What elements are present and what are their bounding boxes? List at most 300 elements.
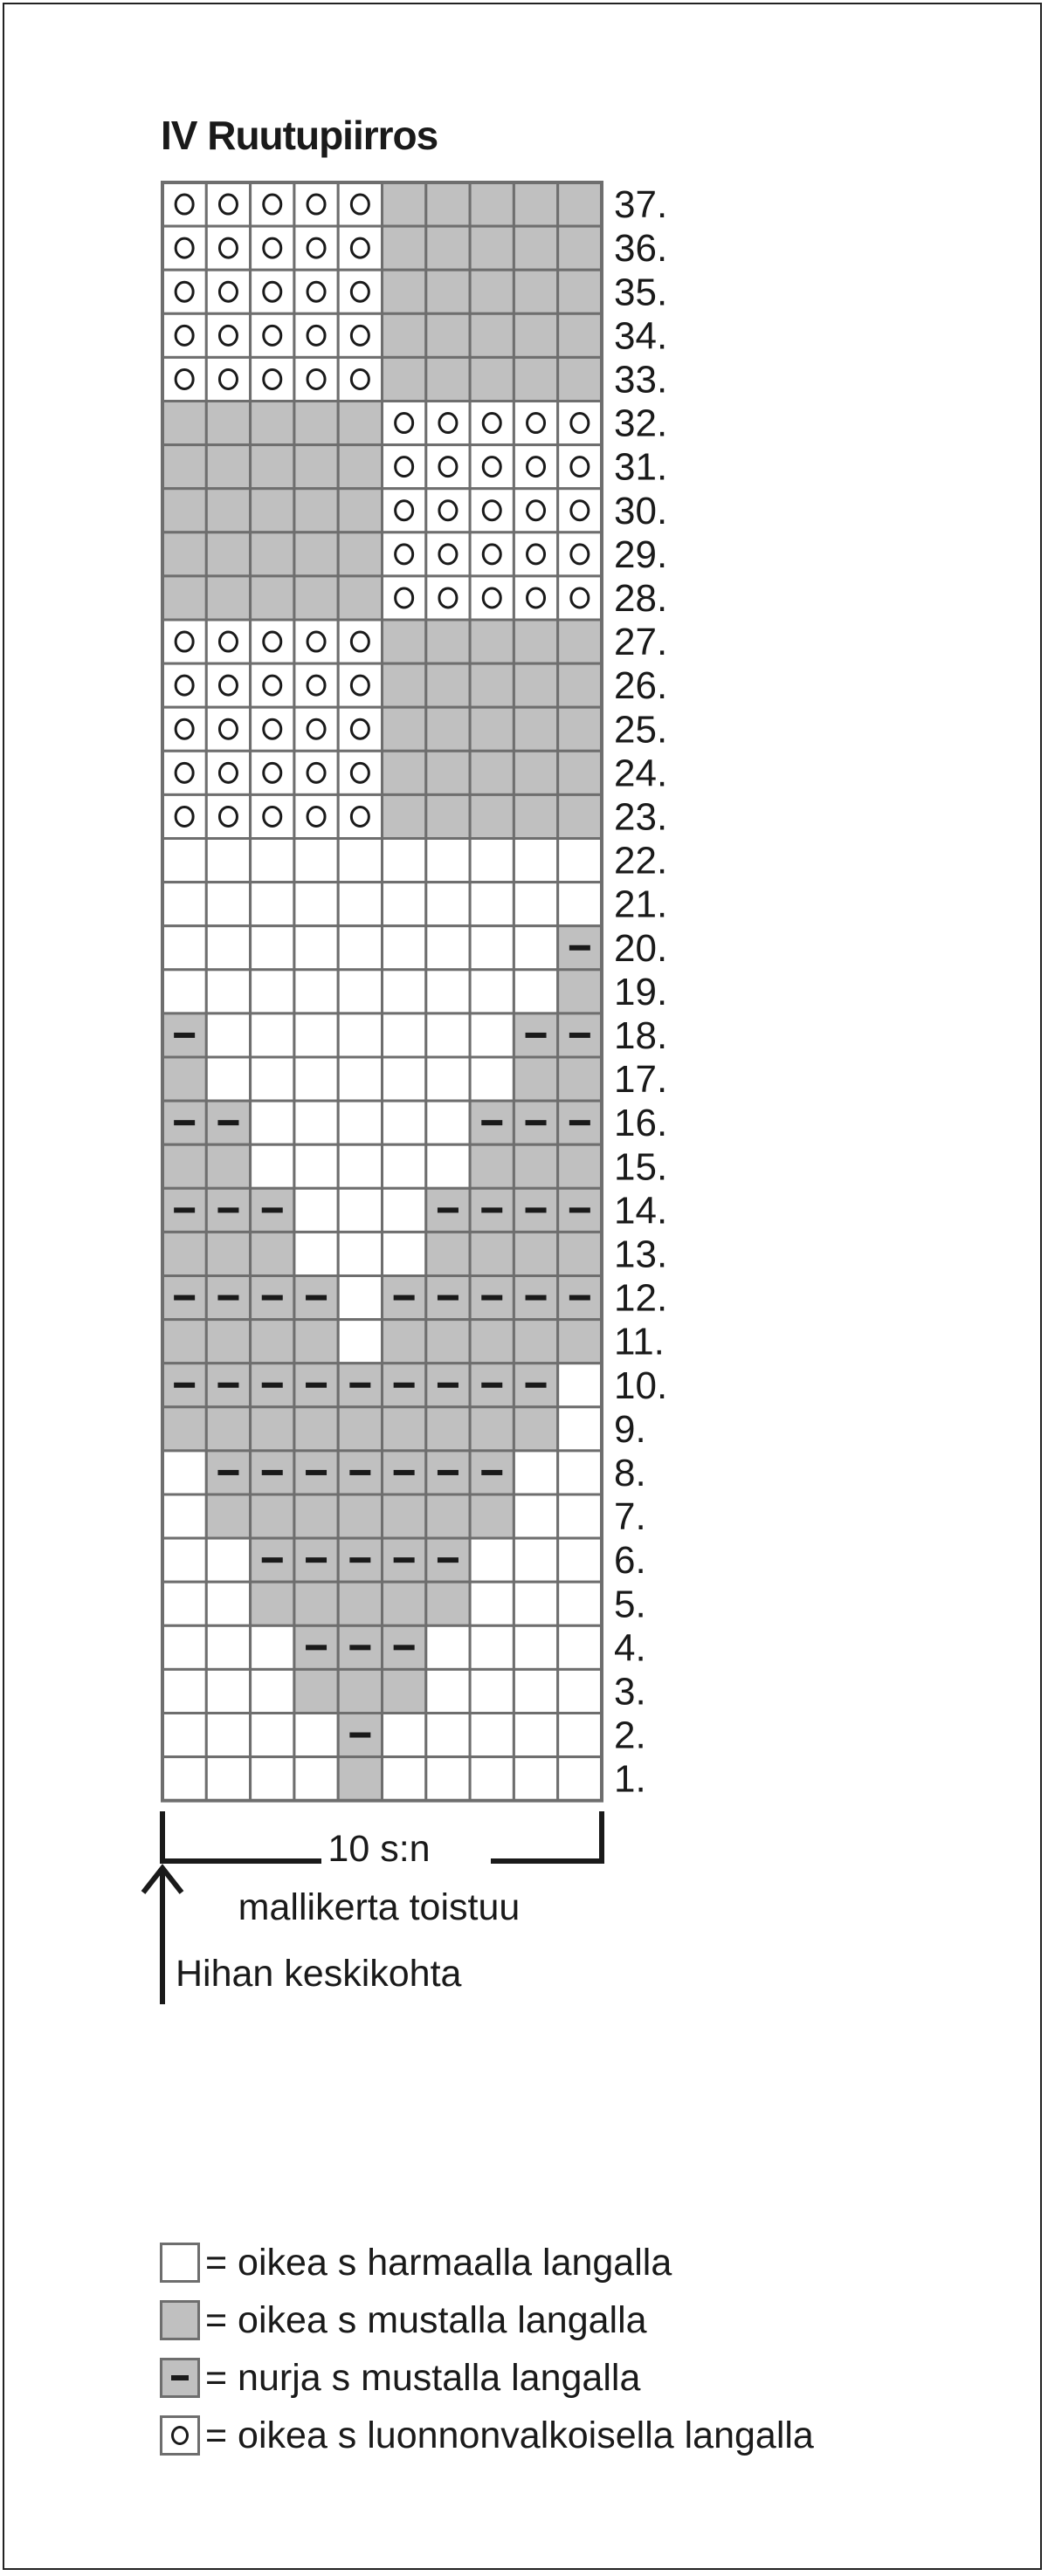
- chart-cell-gray: [294, 1407, 338, 1451]
- chart-cell-purl: [426, 1364, 470, 1407]
- chart-cell-gray: [426, 663, 470, 707]
- chart-cell-purl: [251, 1188, 294, 1232]
- chart-cell-purl: [514, 1276, 557, 1320]
- row-number: 33.: [614, 358, 668, 402]
- chart-cell-white: [558, 1714, 602, 1757]
- chart-cell-purl: [426, 1276, 470, 1320]
- chart-cell-gray: [162, 402, 206, 445]
- chart-cell-gray: [206, 489, 250, 532]
- chart-cell-ring: [470, 489, 514, 532]
- chart-cell-gray: [294, 532, 338, 576]
- chart-cell-ring: [162, 270, 206, 313]
- row-number: 21.: [614, 883, 668, 926]
- chart-cell-ring: [294, 357, 338, 401]
- chart-cell-gray: [426, 1494, 470, 1538]
- chart-cell-gray: [426, 1407, 470, 1451]
- chart-cell-ring: [558, 445, 602, 489]
- chart-cell-gray: [294, 1582, 338, 1625]
- chart-cell-white: [162, 970, 206, 1013]
- chart-cell-ring: [206, 357, 250, 401]
- chart-cell-purl: [470, 1276, 514, 1320]
- chart-cell-gray: [338, 576, 382, 620]
- chart-cell-gray: [558, 226, 602, 270]
- chart-cell-ring: [426, 445, 470, 489]
- chart-cell-purl: [383, 1276, 426, 1320]
- chart-cell-gray: [470, 751, 514, 794]
- chart-cell-purl: [251, 1451, 294, 1494]
- chart-cell-purl: [338, 1451, 382, 1494]
- chart-cell-white: [251, 970, 294, 1013]
- chart-cell-ring: [294, 270, 338, 313]
- chart-cell-white: [294, 1101, 338, 1144]
- chart-cell-ring: [251, 794, 294, 838]
- chart-cell-ring: [514, 576, 557, 620]
- chart-cell-gray: [338, 532, 382, 576]
- chart-cell-ring: [251, 751, 294, 794]
- row-number: 35.: [614, 271, 668, 314]
- chart-cell-white: [558, 1451, 602, 1494]
- chart-cell-gray: [338, 445, 382, 489]
- chart-cell-ring: [251, 313, 294, 357]
- chart-cell-white: [251, 1714, 294, 1757]
- chart-cell-white: [206, 1057, 250, 1101]
- chart-cell-gray: [470, 182, 514, 226]
- chart-cell-ring: [294, 182, 338, 226]
- chart-cell-gray: [294, 1669, 338, 1713]
- chart-cell-gray: [558, 620, 602, 663]
- chart-cell-white: [558, 1757, 602, 1801]
- chart-cell-white: [426, 1669, 470, 1713]
- row-number: 8.: [614, 1451, 646, 1494]
- row-number: 11.: [614, 1320, 665, 1364]
- chart-cell-gray: [514, 1232, 557, 1275]
- chart-cell-gray: [338, 1669, 382, 1713]
- chart-cell-gray: [426, 1320, 470, 1364]
- chart-cell-white: [338, 926, 382, 970]
- chart-cell-ring: [162, 357, 206, 401]
- chart-cell-white: [294, 1232, 338, 1275]
- chart-cell-gray: [514, 270, 557, 313]
- chart-cell-gray: [514, 182, 557, 226]
- chart-cell-white: [558, 1364, 602, 1407]
- chart-cell-gray: [383, 226, 426, 270]
- chart-cell-gray: [338, 489, 382, 532]
- chart-cell-gray: [426, 270, 470, 313]
- chart-cell-white: [294, 1757, 338, 1801]
- chart-cell-white: [251, 883, 294, 926]
- chart-cell-gray: [338, 1407, 382, 1451]
- chart-cell-white: [514, 883, 557, 926]
- chart-cell-white: [162, 1451, 206, 1494]
- chart-cell-white: [514, 1714, 557, 1757]
- sleeve-center-label: Hihan keskikohta: [176, 1953, 462, 1995]
- chart-cell-white: [558, 1669, 602, 1713]
- chart-cell-white: [251, 839, 294, 883]
- chart-cell-white: [206, 883, 250, 926]
- chart-cell-white: [206, 1714, 250, 1757]
- chart-cell-ring: [470, 532, 514, 576]
- row-number: 26.: [614, 664, 668, 708]
- chart-cell-white: [383, 970, 426, 1013]
- chart-cell-gray: [383, 313, 426, 357]
- chart-cell-ring: [514, 445, 557, 489]
- chart-cell-gray: [383, 751, 426, 794]
- chart-cell-white: [514, 926, 557, 970]
- chart-cell-white: [338, 1144, 382, 1188]
- chart-cell-ring: [162, 663, 206, 707]
- legend-item-ring: [160, 2413, 814, 2458]
- chart-cell-white: [338, 1276, 382, 1320]
- chart-title: IV Ruutupiirros: [161, 113, 438, 158]
- legend-text: = oikea s luonnonvalkoisella langalla: [205, 2414, 814, 2456]
- chart-cell-gray: [294, 576, 338, 620]
- chart-cell-ring: [338, 751, 382, 794]
- row-number: 31.: [614, 445, 668, 489]
- chart-cell-white: [383, 1144, 426, 1188]
- chart-cell-ring: [383, 489, 426, 532]
- chart-cell-purl: [338, 1625, 382, 1669]
- row-number: 9.: [614, 1407, 646, 1451]
- chart-cell-gray: [426, 226, 470, 270]
- chart-cell-white: [470, 1625, 514, 1669]
- chart-cell-gray: [251, 1494, 294, 1538]
- chart-cell-ring: [206, 182, 250, 226]
- chart-cell-ring: [383, 532, 426, 576]
- chart-cell-gray: [514, 620, 557, 663]
- chart-cell-ring: [251, 226, 294, 270]
- chart-cell-gray: [294, 445, 338, 489]
- chart-cell-white: [162, 1714, 206, 1757]
- row-number: 27.: [614, 621, 668, 664]
- chart-cell-gray: [470, 794, 514, 838]
- chart-cell-white: [294, 1144, 338, 1188]
- chart-cell-gray: [426, 751, 470, 794]
- chart-cell-gray: [558, 1144, 602, 1188]
- chart-cell-white: [383, 1188, 426, 1232]
- row-number: 1.: [614, 1757, 646, 1801]
- chart-cell-gray: [206, 1232, 250, 1275]
- chart-cell-white: [514, 839, 557, 883]
- chart-cell-gray: [470, 1232, 514, 1275]
- chart-cell-purl: [162, 1013, 206, 1057]
- row-number: 16.: [614, 1102, 668, 1145]
- chart-cell-gray: [514, 226, 557, 270]
- chart-cell-ring: [514, 402, 557, 445]
- chart-cell-gray: [251, 532, 294, 576]
- chart-cell-ring: [383, 576, 426, 620]
- chart-cell-purl: [251, 1276, 294, 1320]
- legend-item-gray: [160, 2298, 647, 2343]
- chart-cell-gray: [470, 270, 514, 313]
- chart-cell-purl: [558, 1013, 602, 1057]
- chart-cell-gray: [426, 794, 470, 838]
- chart-cell-gray: [470, 620, 514, 663]
- legend-text: = nurja s mustalla langalla: [205, 2356, 641, 2399]
- chart-cell-ring: [338, 270, 382, 313]
- chart-cell-gray: [294, 1494, 338, 1538]
- chart-cell-ring: [206, 270, 250, 313]
- chart-cell-gray: [558, 707, 602, 751]
- chart-cell-ring: [383, 402, 426, 445]
- chart-cell-purl: [383, 1538, 426, 1582]
- chart-cell-gray: [383, 357, 426, 401]
- chart-cell-purl: [294, 1625, 338, 1669]
- chart-cell-gray: [294, 402, 338, 445]
- chart-cell-white: [383, 1013, 426, 1057]
- row-number: 22.: [614, 839, 668, 883]
- chart-cell-ring: [558, 402, 602, 445]
- chart-cell-ring: [206, 794, 250, 838]
- chart-cell-white: [470, 839, 514, 883]
- chart-cell-white: [514, 1669, 557, 1713]
- row-number: 10.: [614, 1364, 668, 1407]
- chart-cell-ring: [294, 313, 338, 357]
- chart-cell-gray: [383, 182, 426, 226]
- chart-cell-gray: [383, 663, 426, 707]
- chart-cell-gray: [251, 576, 294, 620]
- chart-cell-gray: [558, 182, 602, 226]
- chart-cell-white: [470, 1582, 514, 1625]
- chart-cell-white: [426, 883, 470, 926]
- chart-cell-purl: [338, 1714, 382, 1757]
- chart-cell-ring: [338, 663, 382, 707]
- chart-cell-purl: [251, 1364, 294, 1407]
- chart-cell-gray: [206, 445, 250, 489]
- chart-cell-gray: [251, 402, 294, 445]
- chart-cell-ring: [294, 663, 338, 707]
- chart-cell-ring: [338, 226, 382, 270]
- chart-cell-gray: [294, 1320, 338, 1364]
- chart-cell-white: [251, 1669, 294, 1713]
- chart-cell-gray: [162, 576, 206, 620]
- chart-cell-white: [206, 1669, 250, 1713]
- chart-cell-gray: [514, 794, 557, 838]
- chart-cell-white: [294, 1714, 338, 1757]
- chart-cell-white: [251, 1057, 294, 1101]
- chart-cell-gray: [426, 707, 470, 751]
- chart-cell-gray: [558, 663, 602, 707]
- chart-cell-gray: [206, 1320, 250, 1364]
- chart-cell-purl: [470, 1364, 514, 1407]
- chart-cell-gray: [558, 751, 602, 794]
- chart-cell-gray: [338, 402, 382, 445]
- row-number: 6.: [614, 1539, 646, 1583]
- row-number: 18.: [614, 1013, 668, 1057]
- chart-cell-purl: [426, 1451, 470, 1494]
- chart-cell-gray: [558, 970, 602, 1013]
- chart-cell-gray: [383, 620, 426, 663]
- chart-cell-ring: [514, 532, 557, 576]
- chart-cell-purl: [558, 1188, 602, 1232]
- chart-cell-white: [294, 926, 338, 970]
- gray-square-icon: [160, 2300, 200, 2340]
- chart-cell-white: [383, 1057, 426, 1101]
- chart-cell-gray: [558, 1320, 602, 1364]
- chart-cell-white: [206, 1013, 250, 1057]
- chart-cell-gray: [206, 402, 250, 445]
- row-number: 12.: [614, 1276, 668, 1320]
- chart-cell-white: [426, 970, 470, 1013]
- chart-cell-purl: [514, 1188, 557, 1232]
- chart-cell-white: [162, 839, 206, 883]
- row-number: 24.: [614, 752, 668, 795]
- chart-cell-gray: [470, 1494, 514, 1538]
- chart-cell-white: [514, 1757, 557, 1801]
- chart-cell-white: [426, 1144, 470, 1188]
- chart-cell-gray: [383, 1669, 426, 1713]
- chart-cell-ring: [251, 663, 294, 707]
- chart-cell-white: [470, 1669, 514, 1713]
- chart-cell-gray: [162, 532, 206, 576]
- chart-cell-gray: [514, 707, 557, 751]
- chart-cell-purl: [162, 1101, 206, 1144]
- chart-cell-ring: [470, 445, 514, 489]
- chart-cell-gray: [514, 357, 557, 401]
- chart-cell-gray: [383, 1320, 426, 1364]
- chart-cell-gray: [206, 576, 250, 620]
- chart-cell-white: [338, 883, 382, 926]
- chart-cell-gray: [162, 489, 206, 532]
- row-number: 23.: [614, 795, 668, 839]
- chart-cell-white: [514, 1494, 557, 1538]
- chart-cell-gray: [426, 313, 470, 357]
- chart-cell-white: [383, 883, 426, 926]
- chart-cell-ring: [251, 357, 294, 401]
- chart-cell-white: [470, 1538, 514, 1582]
- chart-cell-gray: [162, 445, 206, 489]
- chart-cell-ring: [470, 576, 514, 620]
- chart-cell-white: [514, 1451, 557, 1494]
- chart-cell-ring: [426, 532, 470, 576]
- chart-cell-white: [206, 970, 250, 1013]
- chart-cell-white: [426, 1625, 470, 1669]
- chart-cell-white: [294, 839, 338, 883]
- chart-cell-white: [294, 1188, 338, 1232]
- row-number: 3.: [614, 1670, 646, 1714]
- chart-cell-purl: [470, 1188, 514, 1232]
- chart-cell-purl: [294, 1276, 338, 1320]
- chart-cell-white: [383, 1714, 426, 1757]
- chart-cell-white: [514, 1582, 557, 1625]
- chart-cell-white: [294, 883, 338, 926]
- chart-cell-gray: [383, 1407, 426, 1451]
- chart-cell-ring: [470, 402, 514, 445]
- repeat-stitch-count: 10 s:n: [328, 1828, 431, 1870]
- chart-cell-white: [470, 1714, 514, 1757]
- chart-cell-purl: [338, 1538, 382, 1582]
- chart-cell-white: [206, 1582, 250, 1625]
- chart-cell-purl: [383, 1451, 426, 1494]
- chart-cell-white: [426, 1013, 470, 1057]
- chart-cell-white: [162, 1625, 206, 1669]
- chart-cell-gray: [338, 1582, 382, 1625]
- chart-cell-purl: [251, 1538, 294, 1582]
- chart-cell-purl: [470, 1101, 514, 1144]
- chart-cell-gray: [251, 1582, 294, 1625]
- chart-cell-white: [558, 1407, 602, 1451]
- chart-cell-gray: [514, 1320, 557, 1364]
- chart-cell-ring: [206, 663, 250, 707]
- chart-cell-ring: [294, 226, 338, 270]
- legend-text: = oikea s mustalla langalla: [205, 2298, 647, 2341]
- chart-cell-purl: [162, 1276, 206, 1320]
- chart-cell-gray: [470, 1320, 514, 1364]
- row-number: 17.: [614, 1058, 668, 1102]
- chart-cell-purl: [514, 1013, 557, 1057]
- chart-cell-purl: [558, 1276, 602, 1320]
- chart-cell-white: [206, 839, 250, 883]
- purl-dash-icon: [160, 2358, 200, 2398]
- chart-cell-ring: [162, 226, 206, 270]
- chart-cell-white: [558, 883, 602, 926]
- chart-cell-gray: [383, 794, 426, 838]
- chart-cell-ring: [338, 357, 382, 401]
- row-number: 13.: [614, 1233, 668, 1276]
- chart-cell-purl: [426, 1188, 470, 1232]
- chart-cell-white: [251, 1625, 294, 1669]
- chart-cell-white: [426, 1057, 470, 1101]
- chart-cell-white: [558, 1538, 602, 1582]
- chart-cell-gray: [514, 313, 557, 357]
- chart-cell-gray: [338, 1757, 382, 1801]
- chart-cell-ring: [294, 620, 338, 663]
- chart-cell-white: [338, 970, 382, 1013]
- white-square-icon: [160, 2243, 200, 2283]
- chart-cell-white: [383, 1757, 426, 1801]
- chart-cell-purl: [206, 1276, 250, 1320]
- chart-cell-white: [426, 1714, 470, 1757]
- chart-cell-white: [558, 839, 602, 883]
- chart-cell-white: [514, 970, 557, 1013]
- chart-cell-gray: [426, 1582, 470, 1625]
- chart-cell-ring: [426, 402, 470, 445]
- row-number: 30.: [614, 489, 668, 532]
- chart-cell-white: [470, 926, 514, 970]
- chart-cell-gray: [514, 1407, 557, 1451]
- chart-cell-white: [251, 1757, 294, 1801]
- row-number: 4.: [614, 1626, 646, 1670]
- chart-cell-white: [470, 1757, 514, 1801]
- chart-cell-purl: [514, 1101, 557, 1144]
- chart-cell-white: [338, 839, 382, 883]
- chart-cell-gray: [558, 313, 602, 357]
- chart-cell-white: [162, 1757, 206, 1801]
- chart-cell-gray: [558, 357, 602, 401]
- chart-cell-gray: [470, 1407, 514, 1451]
- chart-cell-gray: [514, 663, 557, 707]
- chart-cell-gray: [383, 707, 426, 751]
- chart-cell-ring: [206, 707, 250, 751]
- chart-cell-gray: [558, 794, 602, 838]
- chart-cell-white: [162, 1669, 206, 1713]
- chart-cell-gray: [514, 1057, 557, 1101]
- chart-cell-ring: [294, 707, 338, 751]
- chart-cell-ring: [558, 576, 602, 620]
- chart-cell-gray: [294, 489, 338, 532]
- chart-cell-ring: [162, 707, 206, 751]
- chart-cell-ring: [338, 313, 382, 357]
- chart-cell-gray: [470, 1144, 514, 1188]
- chart-cell-gray: [251, 445, 294, 489]
- chart-cell-gray: [206, 1407, 250, 1451]
- chart-cell-white: [294, 970, 338, 1013]
- chart-cell-ring: [251, 707, 294, 751]
- chart-cell-gray: [514, 1144, 557, 1188]
- chart-cell-ring: [558, 489, 602, 532]
- chart-cell-gray: [470, 707, 514, 751]
- chart-cell-ring: [338, 794, 382, 838]
- chart-cell-purl: [162, 1188, 206, 1232]
